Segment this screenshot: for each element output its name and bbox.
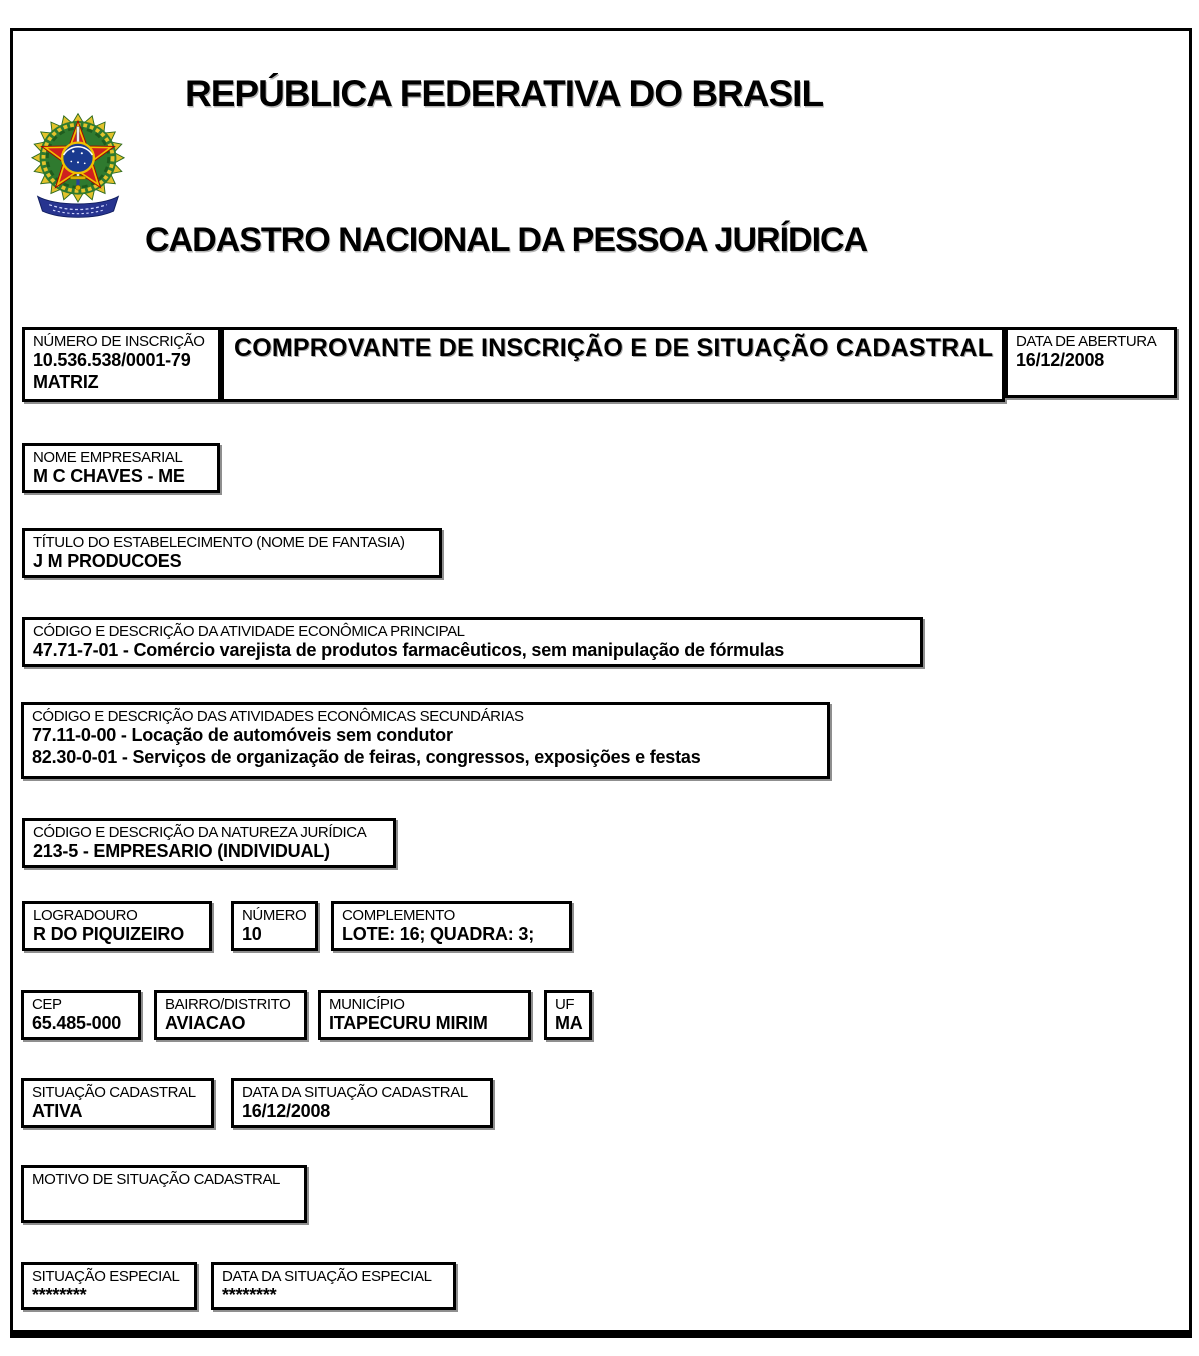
field-value: J M PRODUCOES xyxy=(33,551,182,572)
registry-title: CADASTRO NACIONAL DA PESSOA JURÍDICA xyxy=(145,221,868,259)
document-title: COMPROVANTE DE INSCRIÇÃO E DE SITUAÇÃO CADASTRAL xyxy=(234,334,994,362)
field-label: CÓDIGO E DESCRIÇÃO DAS ATIVIDADES ECONÔMICAS SECUNDÁRIAS xyxy=(32,708,524,725)
field-label: NÚMERO DE INSCRIÇÃO xyxy=(33,333,205,350)
field-label: SITUAÇÃO ESPECIAL xyxy=(32,1268,180,1285)
field-value: AVIACAO xyxy=(165,1013,246,1034)
field-natureza-juridica xyxy=(22,818,396,868)
field-numero-inscricao xyxy=(22,327,221,402)
field-label: LOGRADOURO xyxy=(33,907,138,924)
field-value: 16/12/2008 xyxy=(1016,350,1105,371)
field-extra: MATRIZ xyxy=(33,371,99,392)
field-label: DATA DE ABERTURA xyxy=(1016,333,1157,350)
field-numero xyxy=(231,901,318,951)
field-label: DATA DA SITUAÇÃO ESPECIAL xyxy=(222,1268,432,1285)
field-uf xyxy=(544,990,592,1040)
field-label: TÍTULO DO ESTABELECIMENTO (NOME DE FANTASIA) xyxy=(33,534,405,551)
republic-title: REPÚBLICA FEDERATIVA DO BRASIL xyxy=(185,73,824,114)
field-label: NOME EMPRESARIAL xyxy=(33,449,183,466)
field-value: 65.485-000 xyxy=(32,1013,122,1034)
field-label: MUNICÍPIO xyxy=(329,996,405,1013)
field-titulo-estabelecimento xyxy=(22,528,442,578)
field-value: ******** xyxy=(32,1285,87,1306)
field-label: DATA DA SITUAÇÃO CADASTRAL xyxy=(242,1084,468,1101)
field-data-situacao-cadastral xyxy=(231,1078,493,1128)
field-bairro-distrito xyxy=(154,990,307,1040)
field-label: BAIRRO/DISTRITO xyxy=(165,996,291,1013)
field-label: CÓDIGO E DESCRIÇÃO DA NATUREZA JURÍDICA xyxy=(33,824,367,841)
field-logradouro xyxy=(22,901,212,951)
field-label: UF xyxy=(555,996,575,1013)
field-value: ******** xyxy=(222,1285,277,1306)
field-cep xyxy=(21,990,141,1040)
field-data-situacao-especial xyxy=(211,1262,456,1310)
field-label: NÚMERO xyxy=(242,907,307,924)
field-value: ITAPECURU MIRIM xyxy=(329,1013,488,1034)
field-value: R DO PIQUIZEIRO xyxy=(33,924,185,945)
field-label: MOTIVO DE SITUAÇÃO CADASTRAL xyxy=(32,1171,281,1188)
field-atividade-principal xyxy=(22,617,923,667)
field-label: CÓDIGO E DESCRIÇÃO DA ATIVIDADE ECONÔMICA PRINCIPAL xyxy=(33,623,465,640)
field-label: COMPLEMENTO xyxy=(342,907,455,924)
field-motivo-situacao-cadastral xyxy=(21,1165,307,1223)
field-value: 213-5 - EMPRESARIO (INDIVIDUAL) xyxy=(33,841,330,862)
brazil-coat-of-arms-icon xyxy=(30,110,126,224)
field-complemento xyxy=(331,901,572,951)
field-value: 82.30-0-01 - Serviços de organização de feiras, congressos, exposições e festas xyxy=(32,746,701,767)
field-label: SITUAÇÃO CADASTRAL xyxy=(32,1084,196,1101)
field-value: M C CHAVES - ME xyxy=(33,466,185,487)
field-situacao-especial xyxy=(21,1262,197,1310)
field-value: 10 xyxy=(242,924,262,945)
field-atividades-secundarias xyxy=(21,702,830,779)
field-situacao-cadastral xyxy=(21,1078,214,1128)
field-value: LOTE: 16; QUADRA: 3; xyxy=(342,924,535,945)
field-value: 10.536.538/0001-79 xyxy=(33,350,191,371)
field-value: 16/12/2008 xyxy=(242,1101,331,1122)
field-value: 77.11-0-00 - Locação de automóveis sem condutor xyxy=(32,725,453,746)
field-data-abertura xyxy=(1005,327,1177,398)
document-page xyxy=(10,28,1192,1338)
field-municipio xyxy=(318,990,531,1040)
field-value: ATIVA xyxy=(32,1101,83,1122)
field-value: 47.71-7-01 - Comércio varejista de produtos farmacêuticos, sem manipulação de fórmulas xyxy=(33,640,785,661)
field-label: CEP xyxy=(32,996,62,1013)
field-value: MA xyxy=(555,1013,583,1034)
document-title-box xyxy=(221,327,1005,402)
field-nome-empresarial xyxy=(22,443,220,493)
